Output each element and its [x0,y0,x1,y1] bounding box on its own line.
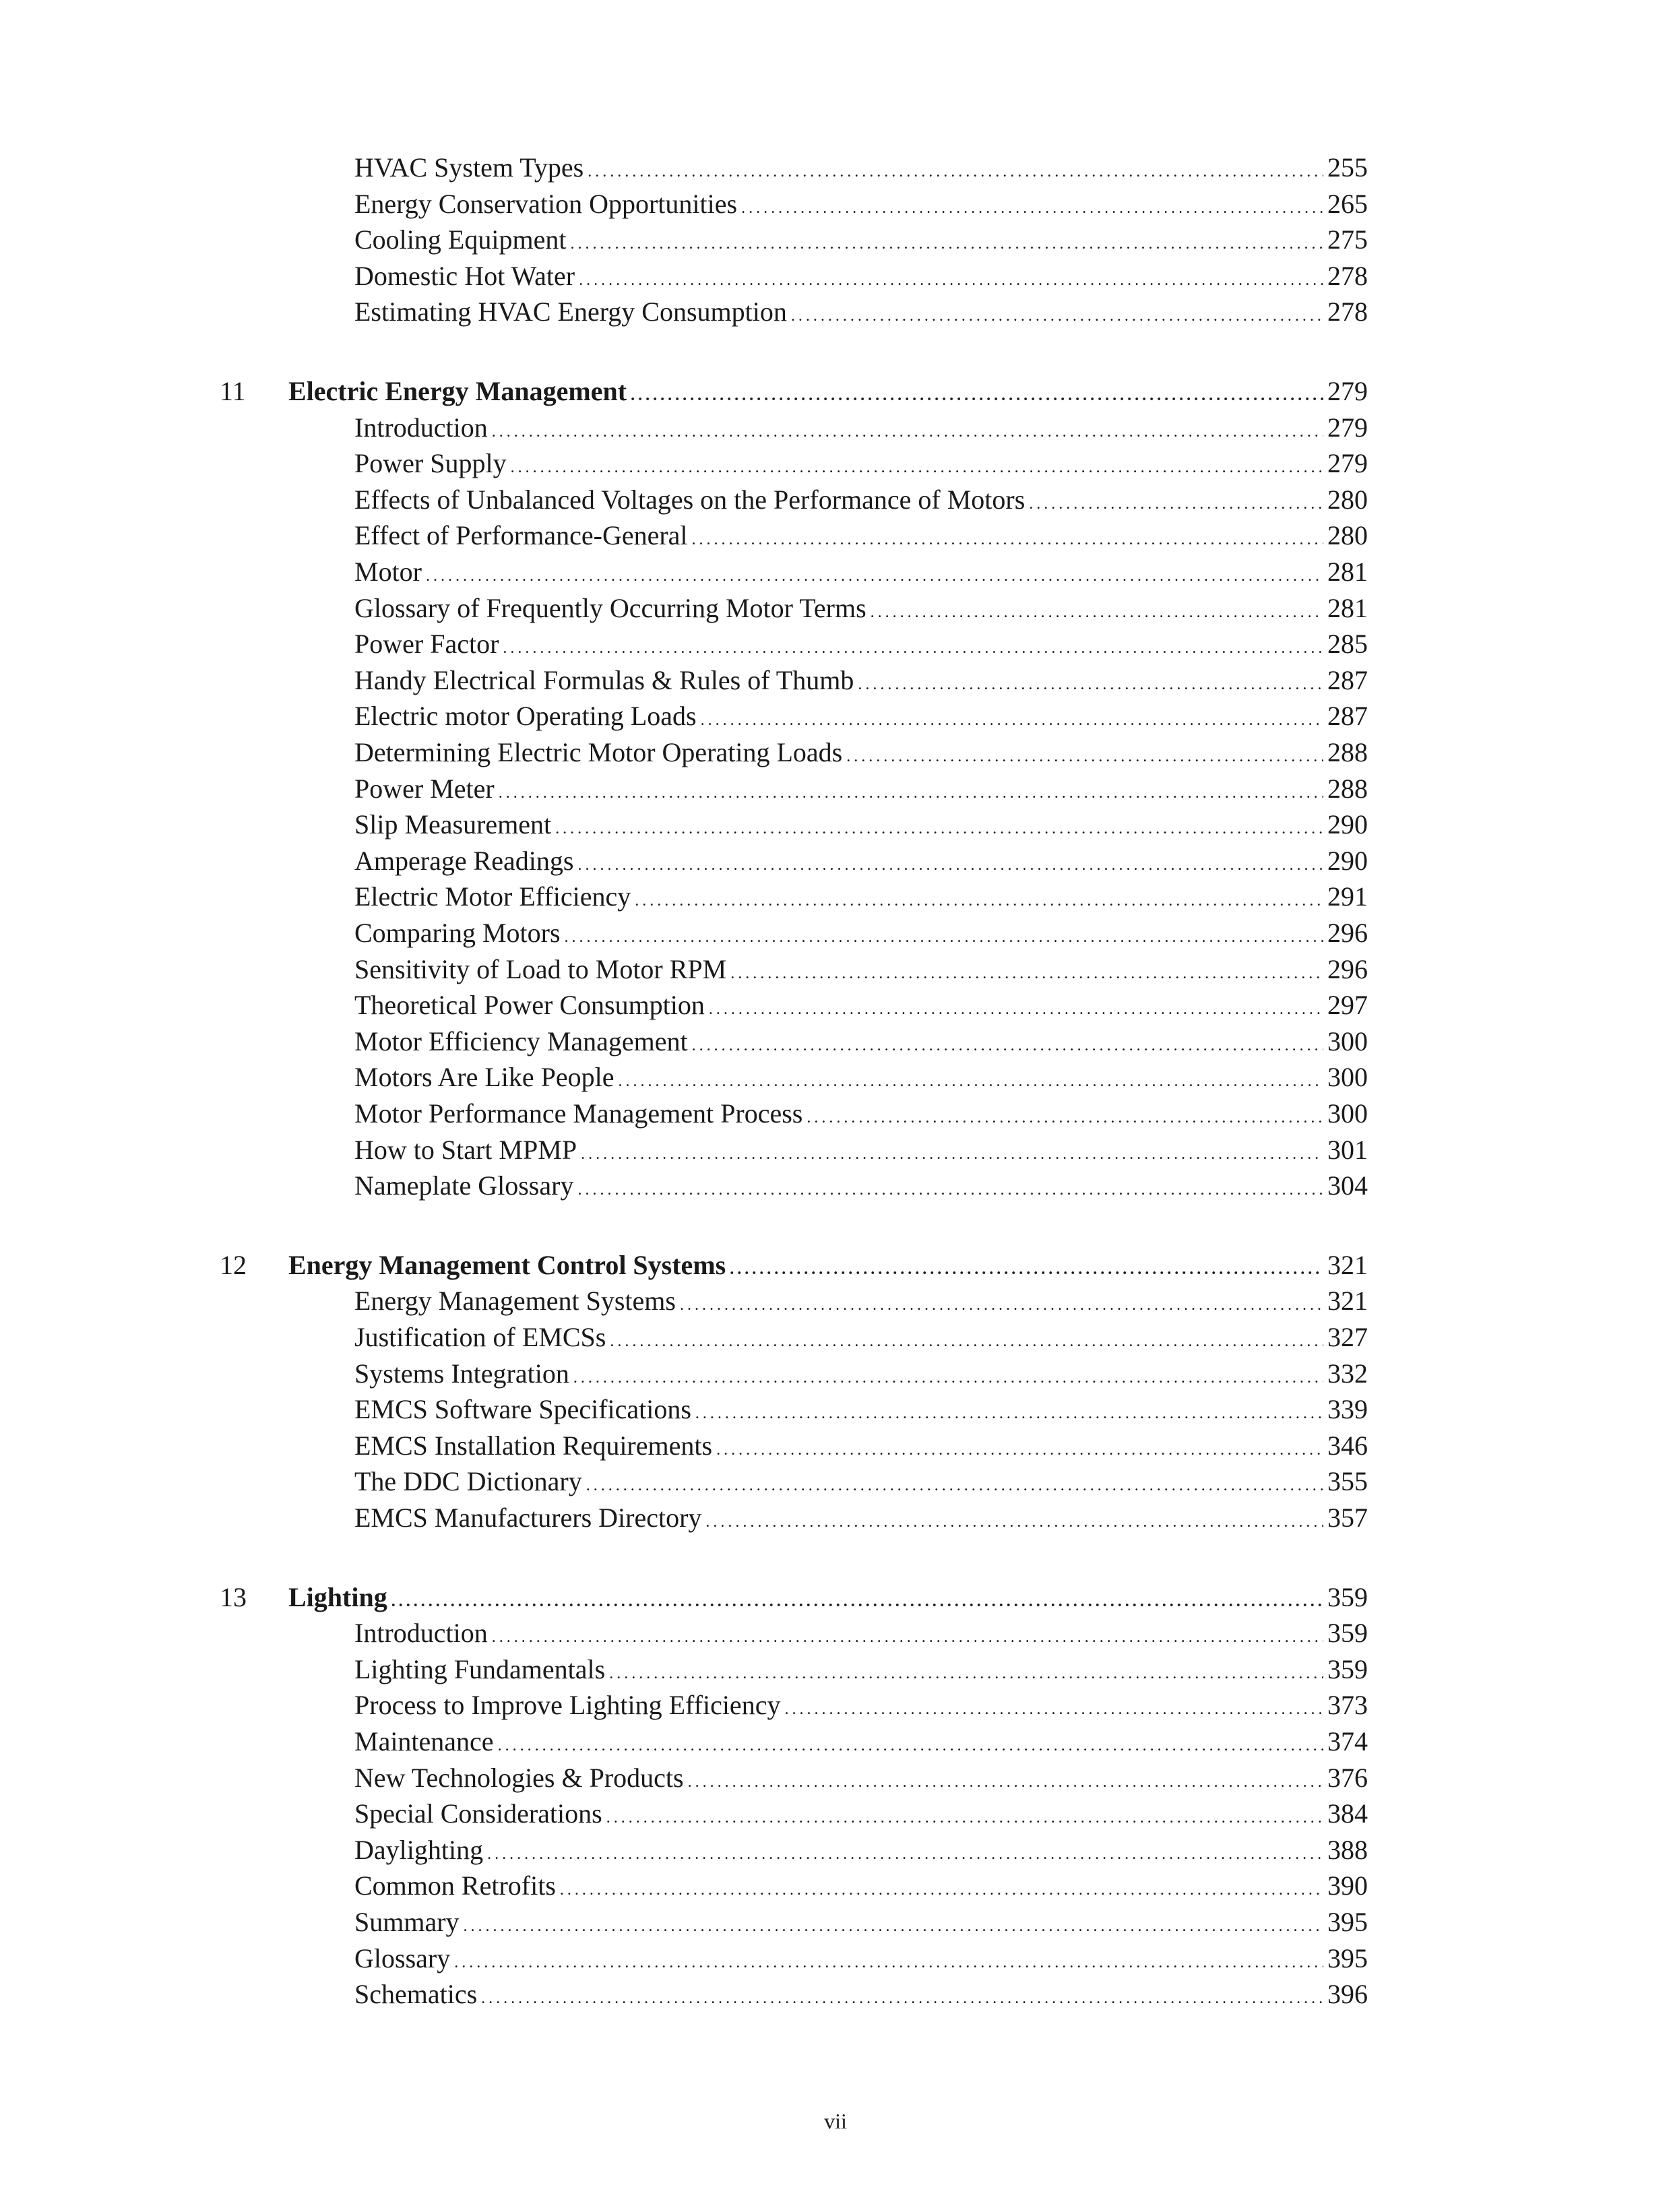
dot-leader [481,1980,1323,2017]
dot-leader [631,377,1323,414]
page-ref: 278 [1327,296,1368,327]
section-title: Amperage Readings [354,845,574,876]
toc-section-entry[interactable] [354,554,1368,590]
toc-section-entry[interactable] [354,258,1368,294]
page-ref: 359 [1327,1653,1368,1684]
section-title: Introduction [354,412,488,443]
dot-leader [791,298,1323,334]
dot-leader [391,1583,1323,1620]
toc-section-entry[interactable] [354,1796,1368,1832]
toc-section-entry[interactable] [354,1615,1368,1651]
dot-leader [492,414,1323,450]
page-ref: 304 [1327,1170,1368,1201]
page-ref: 275 [1327,224,1368,255]
section-title: How to Start MPMP [354,1134,577,1165]
toc-section-entry[interactable] [354,517,1368,554]
toc-section-entry[interactable] [354,222,1368,258]
dot-leader [741,190,1323,226]
section-title: Power Meter [354,773,495,804]
toc-section-entry[interactable] [354,1283,1368,1319]
dot-leader [555,811,1323,847]
section-title: Comparing Motors [354,918,561,948]
dot-leader [609,1655,1323,1692]
section-title: HVAC System Types [354,152,584,183]
chapter-number: 12 [220,1249,247,1280]
chapter-title: Lighting [288,1581,387,1612]
section-title: Effects of Unbalanced Voltages on the Performance of Motors [354,484,1026,515]
page-ref: 281 [1327,557,1368,587]
page-ref: 297 [1327,990,1368,1021]
dot-leader [858,666,1323,703]
page-ref: 395 [1327,1907,1368,1937]
dot-leader [610,1323,1323,1360]
dot-leader [692,522,1323,558]
dot-leader [577,1172,1323,1208]
dot-leader [688,1764,1323,1800]
dot-leader [579,262,1323,298]
toc-section-entry[interactable] [354,1023,1368,1060]
section-title: Power Supply [354,448,507,479]
toc-section-entry[interactable] [354,1760,1368,1796]
page-ref: 327 [1327,1322,1368,1352]
section-title: Motor Efficiency Management [354,1025,688,1056]
toc-section-entry[interactable] [354,915,1368,951]
section-title: EMCS Installation Requirements [354,1430,713,1461]
dot-leader [586,1467,1323,1504]
toc-chapter-entry[interactable] [288,1579,1368,1616]
chapter-title: Electric Energy Management [288,376,627,406]
toc-section-entry[interactable] [354,843,1368,879]
toc-chapter-entry[interactable] [288,1247,1368,1284]
dot-leader [692,1028,1323,1064]
page-ref: 390 [1327,1870,1368,1901]
page-ref: 396 [1327,1979,1368,2010]
section-title: Justification of EMCSs [354,1322,606,1352]
toc-section-entry[interactable] [354,879,1368,915]
dot-leader [454,1945,1323,1981]
section-title: Sensitivity of Load to Motor RPM [354,953,727,984]
page-ref: 285 [1327,629,1368,660]
dot-leader [511,449,1323,486]
section-title: Motor Performance Management Process [354,1098,803,1129]
section-title: Theoretical Power Consumption [354,990,705,1021]
section-title: Special Considerations [354,1798,602,1829]
chapter-number: 11 [220,376,246,406]
toc-section-entry[interactable] [354,1832,1368,1868]
section-title: Daylighting [354,1834,484,1865]
page-ref: 279 [1327,412,1368,443]
dot-leader [807,1100,1323,1136]
toc-section-entry[interactable] [354,1059,1368,1096]
page-ref: 359 [1327,1618,1368,1649]
toc-section-entry[interactable] [354,698,1368,734]
page-number: vii [824,2109,847,2133]
toc-chapter-entry[interactable] [288,373,1368,410]
dot-leader [498,1728,1323,1764]
toc-section-entry[interactable] [354,1724,1368,1760]
toc-section-entry[interactable] [354,1168,1368,1204]
section-title: Energy Management Systems [354,1286,676,1317]
page-ref: 321 [1327,1286,1368,1317]
section-title: Glossary [354,1942,451,1973]
dot-leader [570,226,1323,262]
toc-section-entry[interactable] [354,482,1368,518]
section-title: Lighting Fundamentals [354,1653,606,1684]
page-ref: 300 [1327,1098,1368,1129]
dot-leader [1029,486,1323,522]
dot-leader [426,558,1323,594]
section-title: The DDC Dictionary [354,1466,582,1497]
dot-leader [577,847,1323,883]
page-ref: 288 [1327,737,1368,767]
page-ref: 332 [1327,1358,1368,1389]
toc-section-entry[interactable] [354,1356,1368,1392]
section-title: Maintenance [354,1726,494,1757]
toc-section-entry[interactable] [354,186,1368,222]
page-ref: 357 [1327,1503,1368,1533]
page-ref: 278 [1327,260,1368,291]
toc-section-entry[interactable] [354,1096,1368,1132]
toc-section-entry[interactable] [354,1463,1368,1500]
toc-section-entry[interactable] [354,445,1368,482]
toc-section-entry[interactable] [354,1500,1368,1536]
dot-leader [705,1504,1323,1540]
page-ref: 359 [1327,1581,1368,1612]
toc-section-entry[interactable] [354,1428,1368,1464]
dot-leader [695,1395,1323,1432]
page-ref: 300 [1327,1062,1368,1093]
section-title: Handy Electrical Formulas & Rules of Thumb [354,664,854,695]
page-ref: 255 [1327,152,1368,183]
toc-section-entry[interactable] [354,951,1368,988]
section-title: Electric motor Operating Loads [354,701,697,732]
toc-section-entry[interactable] [354,734,1368,771]
toc-section-entry[interactable] [354,1976,1368,2013]
toc-section-entry[interactable] [354,771,1368,807]
page-ref: 376 [1327,1762,1368,1793]
page-ref: 296 [1327,918,1368,948]
dot-leader [581,1136,1323,1172]
page-ref: 281 [1327,592,1368,623]
dot-leader [492,1619,1323,1655]
section-title: Systems Integration [354,1358,569,1389]
page-ref: 300 [1327,1025,1368,1056]
page-ref: 290 [1327,809,1368,840]
dot-leader [680,1287,1323,1323]
page-ref: 290 [1327,845,1368,876]
page-ref: 291 [1327,881,1368,912]
dot-leader [487,1836,1323,1872]
page-ref: 287 [1327,664,1368,695]
section-title: Electric Motor Efficiency [354,881,631,912]
section-title: Process to Improve Lighting Efficiency [354,1690,781,1721]
toc-section-entry[interactable] [354,1904,1368,1940]
section-title: Nameplate Glossary [354,1170,574,1201]
dot-leader [464,1908,1323,1945]
section-title: EMCS Manufacturers Directory [354,1503,702,1533]
dot-leader [730,1251,1323,1288]
page-ref: 279 [1327,376,1368,406]
dot-leader [846,738,1323,775]
section-title: Estimating HVAC Energy Consumption [354,296,787,327]
chapter-title: Energy Management Control Systems [288,1249,726,1280]
section-title: Energy Conservation Opportunities [354,188,738,219]
toc-section-entry[interactable] [354,150,1368,186]
section-title: New Technologies & Products [354,1762,684,1793]
section-title: Common Retrofits [354,1870,556,1901]
toc-section-entry[interactable] [354,1391,1368,1428]
dot-leader [871,594,1323,631]
dot-leader [606,1800,1323,1836]
section-title: Motor [354,557,422,587]
page-ref: 287 [1327,701,1368,732]
section-title: Slip Measurement [354,809,552,840]
dot-leader [503,630,1323,666]
toc-section-entry[interactable] [354,662,1368,699]
dot-leader [730,955,1323,992]
page-ref: 265 [1327,188,1368,219]
dot-leader [701,702,1323,738]
dot-leader [499,775,1323,811]
page-ref: 288 [1327,773,1368,804]
page-ref: 384 [1327,1798,1368,1829]
page-ref: 280 [1327,484,1368,515]
toc-section-entry[interactable] [354,1868,1368,1904]
toc-section-entry[interactable] [354,1940,1368,1977]
dot-leader [716,1432,1323,1468]
dot-leader [619,1063,1324,1100]
page-ref: 280 [1327,520,1368,551]
toc-section-entry[interactable] [354,987,1368,1023]
toc-section-entry[interactable] [354,1651,1368,1688]
dot-leader [709,991,1323,1028]
section-title: EMCS Software Specifications [354,1394,691,1425]
toc-section-entry[interactable] [354,626,1368,662]
page-ref: 388 [1327,1834,1368,1865]
dot-leader [588,154,1323,190]
page-ref: 346 [1327,1430,1368,1461]
toc-section-entry[interactable] [354,294,1368,330]
section-title: Effect of Performance-General [354,520,688,551]
chapter-number: 13 [220,1581,247,1612]
section-title: Domestic Hot Water [354,260,575,291]
toc-section-entry[interactable] [354,590,1368,627]
page-ref: 355 [1327,1466,1368,1497]
page-ref: 301 [1327,1134,1368,1165]
dot-leader [565,919,1323,955]
dot-leader [560,1872,1323,1908]
section-title: Introduction [354,1618,488,1649]
toc-section-entry[interactable] [354,1132,1368,1168]
page-ref: 339 [1327,1394,1368,1425]
section-title: Cooling Equipment [354,224,567,255]
page-ref: 395 [1327,1942,1368,1973]
page-ref: 296 [1327,953,1368,984]
section-title: Glossary of Frequently Occurring Motor Terms [354,592,866,623]
page-ref: 279 [1327,448,1368,479]
toc-section-entry[interactable] [354,1687,1368,1724]
section-title: Motors Are Like People [354,1062,614,1093]
section-title: Power Factor [354,629,499,660]
section-title: Summary [354,1907,460,1937]
page-ref: 321 [1327,1249,1368,1280]
page-ref: 373 [1327,1690,1368,1721]
dot-leader [573,1360,1323,1396]
section-title: Determining Electric Motor Operating Loads [354,737,843,767]
toc-section-entry[interactable] [354,807,1368,843]
dot-leader [784,1691,1323,1728]
section-title: Schematics [354,1979,478,2010]
toc-section-entry[interactable] [354,410,1368,446]
toc-section-entry[interactable] [354,1319,1368,1356]
page-ref: 374 [1327,1726,1368,1757]
dot-leader [635,883,1323,919]
